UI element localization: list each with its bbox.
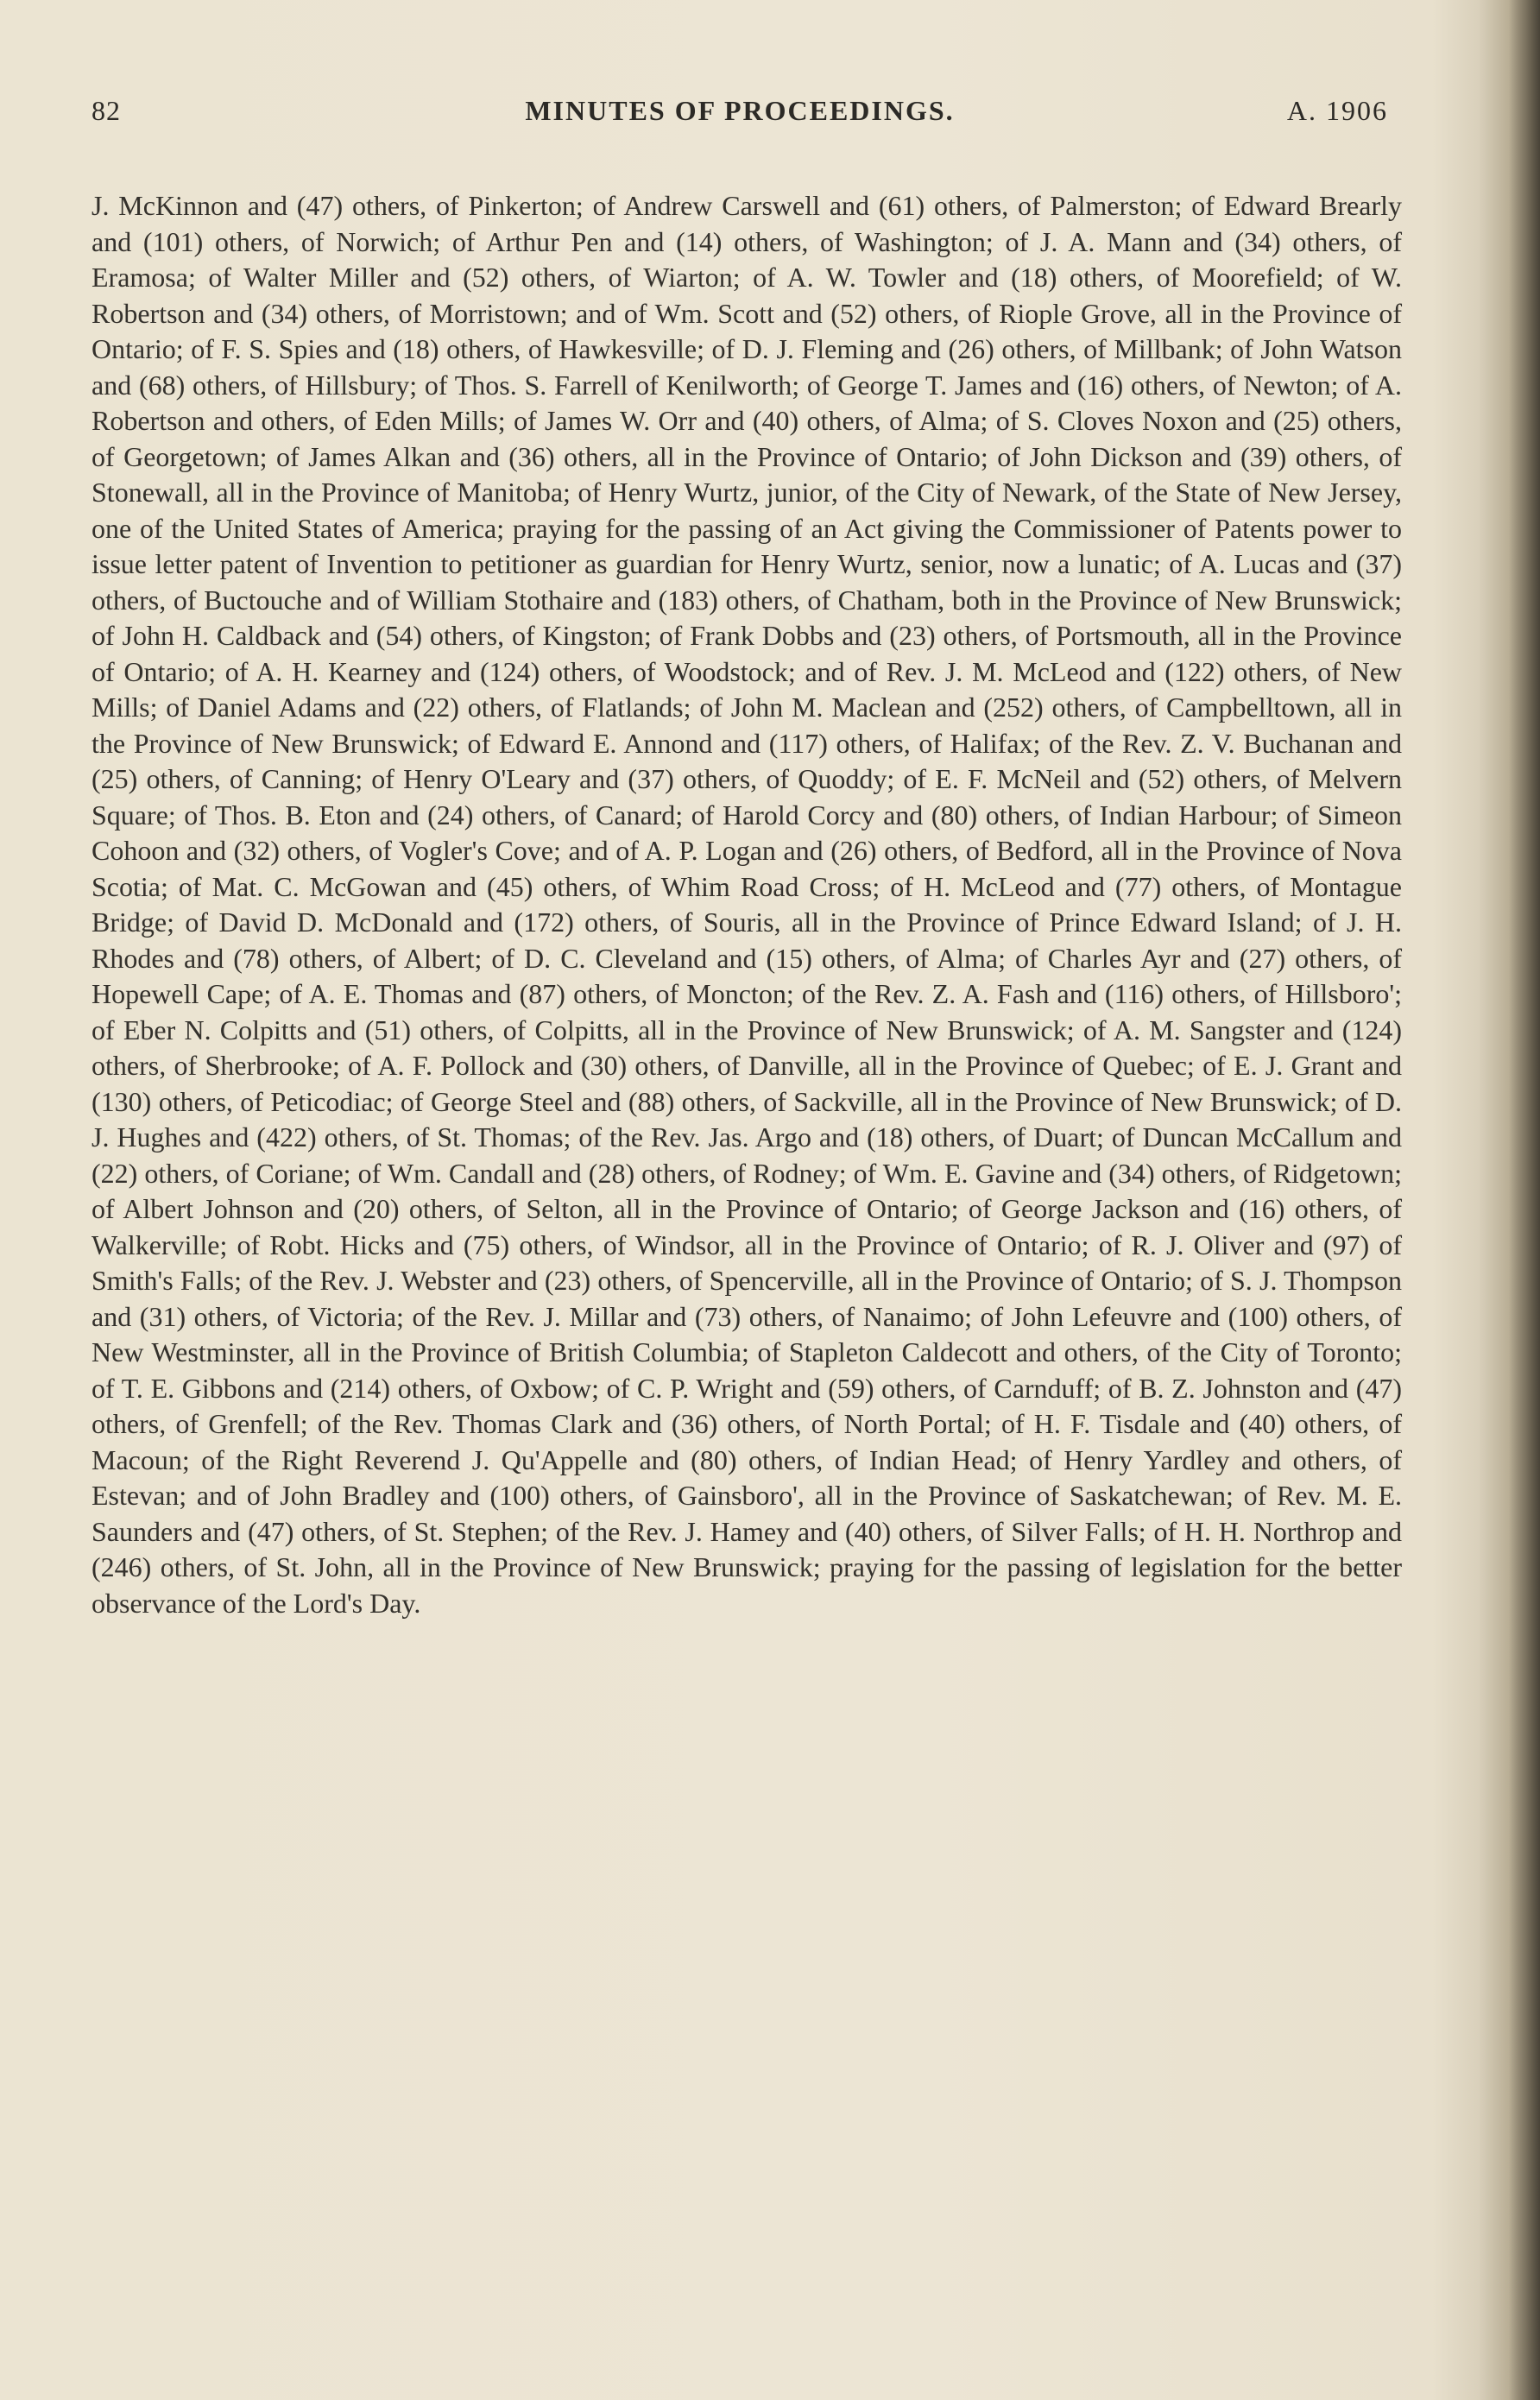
- page-title: MINUTES OF PROCEEDINGS.: [525, 95, 955, 126]
- book-spine-shadow: [1509, 0, 1540, 2400]
- session-year: A. 1906: [1286, 95, 1388, 126]
- body-paragraph: J. McKinnon and (47) others, of Pinkerton; of Andrew Carswell and (61) others, of Palmerston; of Edward Brearly and (101) others, of Norwich; of Arthur Pen and (14) others, of Washington; of J. A. Mann and (34) others, of Eramosa; of Walter Miller and (52) others, of Wiarton; of A. W. Towler and (18) others, of Moorefield; of W. Robertson and (34) others, of Morristown; and of Wm. Scott and (52) others, of Riople Grove, all in the Province of Ontario; of F. S. Spies and (18) others, of Hawkesville; of D. J. Fleming and (26) others, of Millbank; of John Watson and (68) others, of Hillsbury; of Thos. S. Farrell of Kenilworth; of George T. James and (16) others, of Newton; of A. Robertson and others, of Eden Mills; of James W. Orr and (40) others, of Alma; of S. Cloves Noxon and (25) others, of Georgetown; of James Alkan and (36) others, all in the Province of Ontario; of John Dickson and (39) others, of Stonewall, all in the Province of Manitoba; of Henry Wurtz, junior, of the City of Newark, of the State of New Jersey, one of the United States of America; praying for the passing of an Act giving the Commissioner of Patents power to issue letter patent of Invention to petitioner as guardian for Henry Wurtz, senior, now a lunatic; of A. Lucas and (37) others, of Buctouche and of William Stothaire and (183) others, of Chatham, both in the Province of New Brunswick; of John H. Caldback and (54) others, of Kingston; of Frank Dobbs and (23) others, of Portsmouth, all in the Province of Ontario; of A. H. Kearney and (124) others, of Woodstock; and of Rev. J. M. McLeod and (122) others, of New Mills; of Daniel Adams and (22) others, of Flatlands; of John M. Maclean and (252) others, of Campbelltown, all in the Province of New Brunswick; of Edward E. Annond and (117) others, of Halifax; of the Rev. Z. V. Buchanan and (25) others, of Canning; of Henry O'Leary and (37) others, of Quoddy; of E. F. McNeil and (52) others, of Melvern Square; of Thos. B. Eton and (24) others, of Canard; of Harold Corcy and (80) others, of Indian Harbour; of Simeon Cohoon and (32) others, of Vogler's Cove; and of A. P. Logan and (26) others, of Bedford, all in the Province of Nova Scotia; of Mat. C. McGowan and (45) others, of Whim Road Cross; of H. McLeod and (77) others, of Montague Bridge; of David D. McDonald and (172) others, of Souris, all in the Province of Prince Edward Island; of J. H. Rhodes and (78) others, of Albert; of D. C. Cleveland and (15) others, of Alma; of Charles Ayr and (27) others, of Hopewell Cape; of A. E. Thomas and (87) others, of Moncton; of the Rev. Z. A. Fash and (116) others, of Hillsboro'; of Eber N. Colpitts and (51) others, of Colpitts, all in the Province of New Brunswick; of A. M. Sangster and (124) others, of Sherbrooke; of A. F. Pollock and (30) others, of Danville, all in the Province of Quebec; of E. J. Grant and (130) others, of Peticodiac; of George Steel and (88) others, of Sackville, all in the Province of New Brunswick; of D. J. Hughes and (422) others, of St. Thomas; of the Rev. Jas. Argo and (18) others, of Duart; of Duncan McCallum and (22) others, of Coriane; of Wm. Candall and (28) others, of Rodney; of Wm. E. Gavine and (34) others, of Ridgetown; of Albert Johnson and (20) others, of Selton, all in the Province of Ontario; of George Jackson and (16) others, of Walkerville; of Robt. Hicks and (75) others, of Windsor, all in the Province of Ontario; of R. J. Oliver and (97) of Smith's Falls; of the Rev. J. Webster and (23) others, of Spencerville, all in the Province of Ontario; of S. J. Thompson and (31) others, of Victoria; of the Rev. J. Millar and (73) others, of Nanaimo; of John Lefeuvre and (100) others, of New Westminster, all in the Province of British Columbia; of Stapleton Caldecott and others, of the City of Toronto; of T. E. Gibbons and (214) others, of Oxbow; of C. P. Wright and (59) others, of Carnduff; of B. Z. Johnston and (47) others, of Grenfell; of the Rev. Thomas Clark and (36) others, of North Portal; of H. F. Tisdale and (40) others, of Macoun; of the Right Reverend J. Qu'Appelle and (80) others, of Indian Head; of Henry Yardley and others, of Estevan; and of John Bradley and (100) others, of Gainsboro', all in the Province of Saskatchewan; of Rev. M. E. Saunders and (47) others, of St. Stephen; of the Rev. J. Hamey and (40) others, of Silver Falls; of H. H. Northrop and (246) others, of St. John, all in the Province of New Brunswick; praying for the passing of legislation for the better observance of the Lord's Day.: [92, 190, 1402, 1619]
- running-header: [92, 95, 1388, 138]
- page-number: 82: [92, 95, 121, 126]
